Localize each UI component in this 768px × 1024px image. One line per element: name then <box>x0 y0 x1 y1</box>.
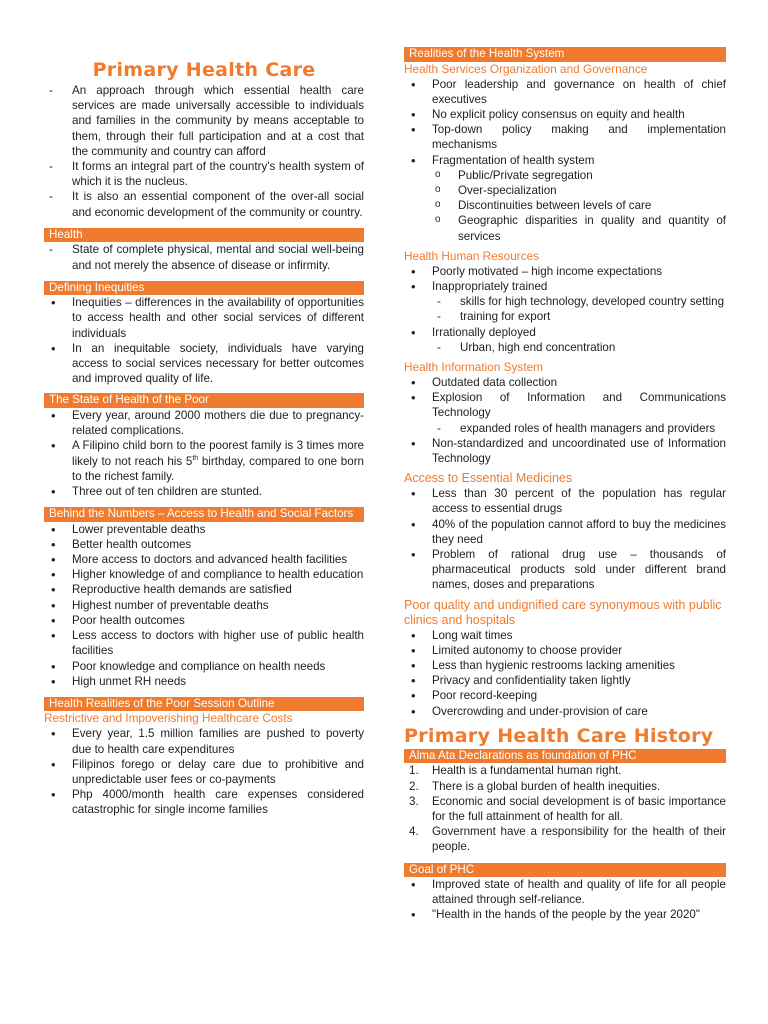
list-item: • In an inequitable society, individuals have varying access to social services necessary for better outcomes and improved quality of life. <box>44 341 364 387</box>
list-item: • "Health in the hands of the people by the year 2020" <box>404 907 726 922</box>
his-list-b <box>404 436 726 466</box>
list-number: 1. <box>409 764 419 778</box>
subheading-costs: Restrictive and Impoverishing Healthcare Costs <box>44 711 293 726</box>
subheading-hr: Health Human Resources <box>404 248 540 263</box>
hr-list-a <box>404 264 726 294</box>
hr-sublist-a <box>404 294 726 324</box>
list-item: • Inappropriately trained <box>404 279 726 294</box>
intro-list <box>44 83 364 220</box>
list-item: • Explosion of Information and Communications Technology <box>404 390 726 420</box>
subheading-poor-quality: Poor quality and undignified care synonymous with public clinics and hospitals <box>404 597 722 627</box>
list-item-text-tail: birthday, compared to one born to the richest family. <box>72 454 365 483</box>
poor-quality-list <box>404 628 726 719</box>
hr-sublist-b <box>404 340 726 355</box>
poor-state-list <box>44 408 364 499</box>
medicines-list <box>404 486 726 592</box>
list-item: • Highest number of preventable deaths <box>44 598 364 613</box>
list-item: • Limited autonomy to choose provider <box>404 643 726 658</box>
list-item <box>404 824 726 854</box>
list-item: • Non-standardized and uncoordinated use of Information Technology <box>404 436 726 466</box>
numbers-list <box>44 522 364 689</box>
list-item: o Public/Private segregation <box>404 168 726 183</box>
list-item-text: Economic and social development is of basic importance for the full attainment of health for all. <box>432 794 726 823</box>
costs-list <box>44 726 364 817</box>
list-item: • Reproductive health demands are satisfied <box>44 582 364 597</box>
list-item: • Top-down policy making and implementation mechanisms <box>404 122 726 152</box>
list-item: • Privacy and confidentiality taken lightly <box>404 673 726 688</box>
list-item <box>404 763 726 778</box>
goal-list <box>404 877 726 923</box>
list-item: • Outdated data collection <box>404 375 726 390</box>
list-item: • Lower preventable deaths <box>44 522 364 537</box>
list-item: - skills for high technology, developed country setting <box>404 294 726 309</box>
list-item: • Php 4000/month health care expenses considered catastrophic for single income families <box>44 787 364 817</box>
list-item: • Less access to doctors with higher use of public health facilities <box>44 628 364 658</box>
history-title: Primary Health Care History <box>404 724 714 747</box>
section-heading-alma-ata: Alma Ata Declarations as foundation of PHC <box>404 749 726 764</box>
health-list <box>44 242 364 272</box>
list-item: • Poor leadership and governance on health of chief executives <box>404 77 726 107</box>
list-item <box>404 794 726 824</box>
section-heading-numbers: Behind the Numbers – Access to Health and Social Factors <box>44 507 364 522</box>
hr-list-b <box>404 325 726 340</box>
list-item: - It forms an integral part of the country's health system of which it is the nucleus. <box>44 159 364 189</box>
list-item: • More access to doctors and advanced health facilities <box>44 552 364 567</box>
list-item: • Problem of rational drug use – thousands of pharmaceutical products sold under different brand names, doses and preparations <box>404 547 726 593</box>
list-item: • Poor record-keeping <box>404 688 726 703</box>
list-item: - An approach through which essential health care services are made universally accessible to individuals and families in the community by means acceptable to them, through their full participation and at a cost that the community and country can afford <box>44 83 364 159</box>
list-item: • Every year, around 2000 mothers die due to pregnancy-related complications. <box>44 408 364 438</box>
list-number: 2. <box>409 779 419 793</box>
list-number: 4. <box>409 825 419 839</box>
list-item: • Irrationally deployed <box>404 325 726 340</box>
list-item: • Improved state of health and quality of life for all people attained through self-reliance. <box>404 877 726 907</box>
section-heading-goal: Goal of PHC <box>404 863 726 878</box>
list-item: • Inequities – differences in the availability of opportunities to access health and other social services of different individuals <box>44 295 364 341</box>
subheading-governance: Health Services Organization and Governance <box>404 61 648 76</box>
inequities-list <box>44 295 364 386</box>
list-item: • High unmet RH needs <box>44 674 364 689</box>
list-item: • Better health outcomes <box>44 537 364 552</box>
list-item: • Poor health outcomes <box>44 613 364 628</box>
section-heading-poor-state: The State of Health of the Poor <box>44 393 364 408</box>
subheading-medicines: Access to Essential Medicines <box>404 471 573 486</box>
list-item: - expanded roles of health managers and providers <box>404 421 726 436</box>
list-item: • Overcrowding and under-provision of care <box>404 704 726 719</box>
superscript: th <box>192 454 199 462</box>
list-item <box>404 779 726 794</box>
list-item: • Fragmentation of health system <box>404 153 726 168</box>
section-heading-inequities: Defining Inequities <box>44 281 364 296</box>
subheading-his: Health Information System <box>404 359 543 374</box>
list-item: • Less than hygienic restrooms lacking amenities <box>404 658 726 673</box>
list-item: o Geographic disparities in quality and quantity of services <box>404 213 726 243</box>
list-item: - It is also an essential component of the over-all social and economic development of the community or country. <box>44 189 364 219</box>
list-item: • Every year, 1.5 million families are pushed to poverty due to health care expenditures <box>44 726 364 756</box>
section-heading-realities-poor: Health Realities of the Poor Session Outline <box>44 697 364 712</box>
list-item: - State of complete physical, mental and social well-being and not merely the absence of disease or infirmity. <box>44 242 364 272</box>
list-number: 3. <box>409 794 419 808</box>
list-item-text: A Filipino child born to the poorest family is 3 times more likely to not reach his 5 <box>72 439 364 468</box>
list-item: o Discontinuities between levels of care <box>404 198 726 213</box>
list-item: • Poor knowledge and compliance on health needs <box>44 659 364 674</box>
list-item: • Poorly motivated – high income expectations <box>404 264 726 279</box>
list-item-text: Government have a responsibility for the health of their people. <box>432 825 726 854</box>
page-title: Primary Health Care <box>92 59 316 81</box>
right-column <box>404 0 726 923</box>
list-item-text: Health is a fundamental human right. <box>432 764 622 778</box>
list-item-text: There is a global burden of health inequities. <box>432 779 661 793</box>
list-item: • Higher knowledge of and compliance to health education <box>44 567 364 582</box>
list-item: • 40% of the population cannot afford to buy the medicines they need <box>404 517 726 547</box>
alma-ata-list <box>404 763 726 854</box>
section-heading-realities-system: Realities of the Health System <box>404 47 726 62</box>
list-item: • Three out of ten children are stunted. <box>44 484 364 499</box>
list-item: • Long wait times <box>404 628 726 643</box>
left-column <box>44 0 364 818</box>
list-item: - Urban, high end concentration <box>404 340 726 355</box>
his-sublist <box>404 421 726 436</box>
governance-list <box>404 77 726 168</box>
list-item <box>44 438 364 484</box>
his-list-a <box>404 375 726 421</box>
fragmentation-list <box>404 168 726 244</box>
section-heading-health: Health <box>44 228 364 243</box>
list-item: • Filipinos forego or delay care due to prohibitive and unpredictable user fees or co-payments <box>44 757 364 787</box>
list-item: • No explicit policy consensus on equity and health <box>404 107 726 122</box>
list-item: - training for export <box>404 309 726 324</box>
list-item: o Over-specialization <box>404 183 726 198</box>
list-item: • Less than 30 percent of the population has regular access to essential drugs <box>404 486 726 516</box>
